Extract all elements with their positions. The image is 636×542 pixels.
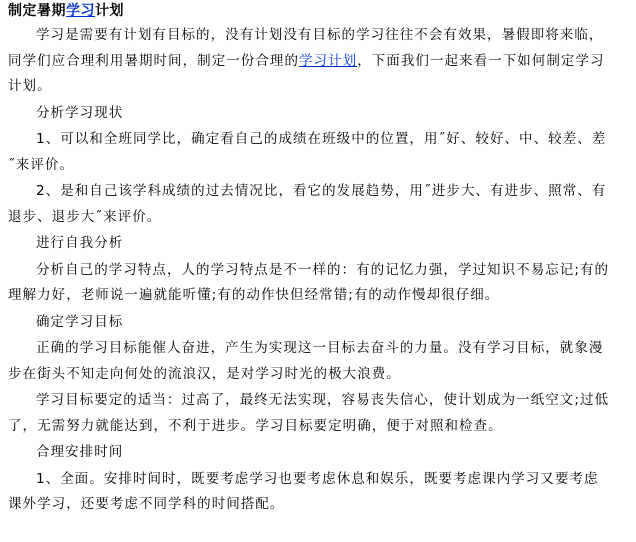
section-heading-self-analysis: 进行自我分析 <box>36 235 124 251</box>
article-title <box>8 1 612 21</box>
section2-paragraph-1: 分析自己的学习特点，人的学习特点是不一样的：有的记忆力强，学过知识不易忘记;有的理解力好，老师说一遍就能听懂;有的动作快但经常错;有的动作慢却很仔细。 <box>8 261 610 303</box>
title-suffix: 计划 <box>95 3 124 19</box>
section-heading-analyze-status: 分析学习现状 <box>36 104 124 121</box>
section3-paragraph-2: 学习目标要定的适当：过高了，最终无法实现，容易丧失信心，使计划成为一纸空文;过低了，无需努力就能达到，不利于进步。学习目标要定明确，便于对照和检查。 <box>8 392 610 434</box>
section3-paragraph-1: 正确的学习目标能催人奋进，产生为实现这一目标去奋斗的力量。没有学习目标，就象漫步在街头不知走向何处的流浪汉，是对学习时光的极大浪费。 <box>8 340 604 382</box>
intro-text-after: ，下面我们一起来看一下如何制定学习计划。 <box>8 52 605 94</box>
section1-paragraph-1: 1、可以和全班同学比，确定看自己的成绩在班级中的位置，用˝好、较好、中、较差、差˝来评价。 <box>8 131 607 173</box>
section-heading-schedule-time: 合理安排时间 <box>36 444 124 460</box>
title-keyword-link[interactable]: 学习 <box>66 3 95 19</box>
section4-paragraph-1: 1、全面。安排时间时，既要考虑学习也要考虑休息和娱乐，既要考虑课内学习又要考虑课外学习，还要考虑不同学科的时间搭配。 <box>8 470 599 512</box>
section-heading-set-goals: 确定学习目标 <box>36 313 124 330</box>
article <box>0 1 620 518</box>
intro-keyword-link[interactable]: 学习计划 <box>299 52 358 69</box>
intro-text-before: 学习是需要有计划有目标的，没有计划没有目标的学习往往不会有效果，暑假即将来临，同学们应合理利用暑期时间，制定一份合理的 <box>8 27 604 69</box>
title-prefix: 制定暑期 <box>8 3 66 19</box>
intro-paragraph <box>8 23 612 100</box>
section1-paragraph-2: 2、是和自己该学科成绩的过去情况比，看它的发展趋势，用˝进步大、有进步、照常、有退步、退步大˝来评价。 <box>8 183 607 225</box>
